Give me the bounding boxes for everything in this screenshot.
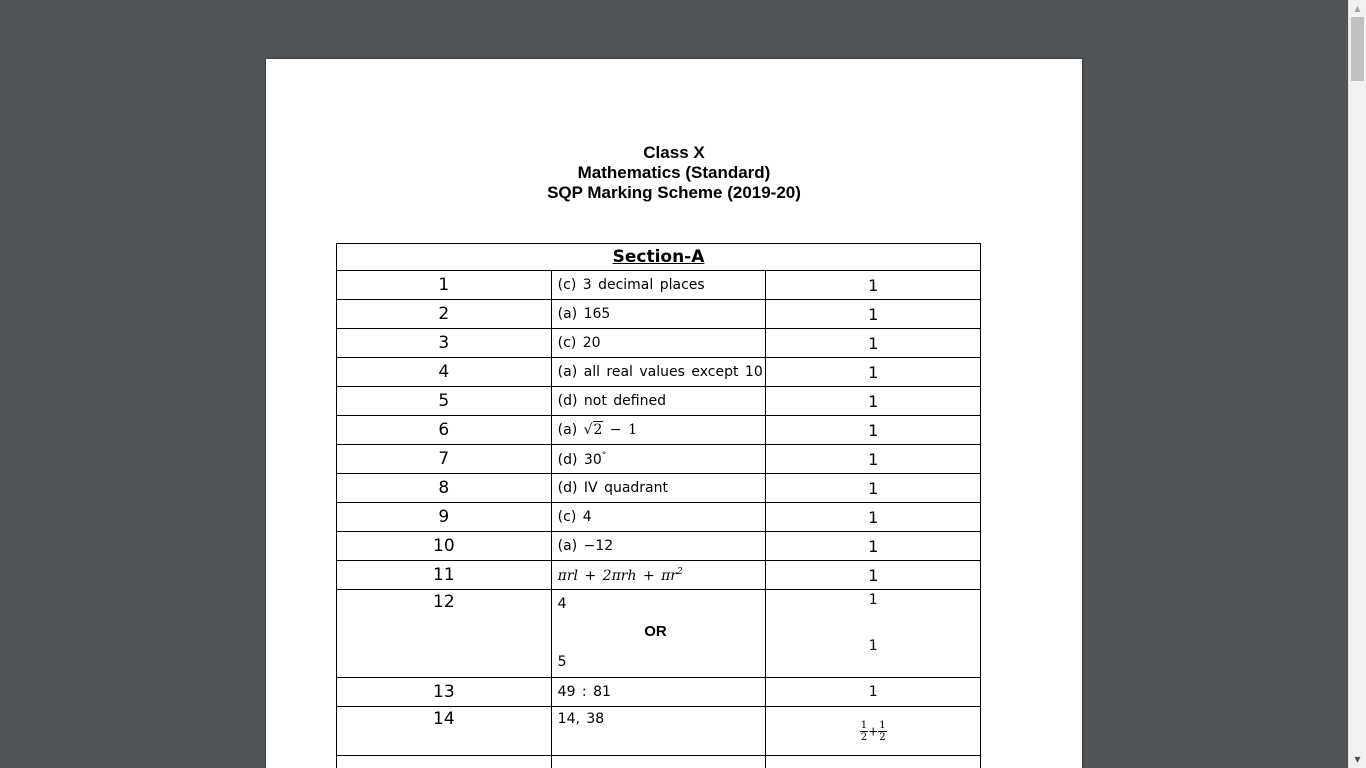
section-title: Section-A	[337, 244, 981, 271]
degree-symbol: °	[601, 450, 607, 461]
marks-cell: 1	[766, 678, 981, 707]
formula-text: πrl + 2πrh + πr	[557, 567, 677, 584]
sqrt-expression: √2 − 1	[583, 422, 638, 438]
fraction-half: $\frac{1}{2}$	[860, 719, 868, 743]
scroll-up-arrow-icon[interactable]: ▲	[1354, 4, 1361, 13]
answer-cell: (c) 3 decimal places	[551, 271, 766, 300]
question-number: 5	[337, 387, 552, 416]
table-row	[337, 445, 981, 474]
section-header-row	[337, 244, 981, 271]
fraction-half: $\frac{1}{2}$	[879, 719, 886, 743]
question-number: 4	[337, 358, 552, 387]
answer-option-a: 4	[557, 596, 567, 612]
question-number: 12	[337, 590, 552, 678]
header-class: Class X	[643, 143, 705, 162]
marks-cell: 1	[766, 416, 981, 445]
marks-cell: 1	[766, 358, 981, 387]
answer-cell: (a) 165	[551, 300, 766, 329]
answer-option: (a)	[557, 422, 578, 438]
table-row	[337, 329, 981, 358]
marks-cell	[766, 590, 981, 678]
question-number: 2	[337, 300, 552, 329]
formula-exponent: 2	[677, 566, 683, 577]
answer-cell: 14, 38	[551, 707, 766, 756]
answer-cell	[551, 561, 766, 590]
table-row	[337, 590, 981, 678]
answer-cell: 49 : 81	[551, 678, 766, 707]
sqrt-radicand: 2	[593, 422, 603, 438]
table-row	[337, 271, 981, 300]
table-row	[337, 678, 981, 707]
question-number: 9	[337, 503, 552, 532]
scroll-thumb[interactable]	[1351, 17, 1364, 81]
table-row	[337, 561, 981, 590]
header-scheme: SQP Marking Scheme (2019-20)	[547, 183, 801, 202]
marks-cell: 1	[766, 561, 981, 590]
marks-cell: 1	[766, 300, 981, 329]
answer-cell: (d) IV quadrant	[551, 474, 766, 503]
document-header	[266, 143, 1082, 203]
question-number: 14	[337, 707, 552, 756]
table-row	[337, 707, 981, 756]
answer-cell: (c) 4	[551, 503, 766, 532]
answer-cell: (a) −12	[551, 532, 766, 561]
marks-cell: 1	[766, 503, 981, 532]
table-row	[337, 358, 981, 387]
mark-option-a: 1	[868, 592, 878, 608]
table-row	[337, 300, 981, 329]
vertical-scrollbar[interactable]	[1348, 0, 1366, 768]
marking-scheme-table	[336, 243, 981, 768]
answer-cell: (a) all real values except 10	[551, 358, 766, 387]
marks-cell: 1	[766, 532, 981, 561]
answer-option-b: 5	[557, 654, 567, 670]
question-number: 6	[337, 416, 552, 445]
answer-cell	[551, 445, 766, 474]
answer-cell: (c) 20	[551, 329, 766, 358]
answer-cell: (d) not defined	[551, 387, 766, 416]
answer-cell	[551, 416, 766, 445]
marks-cell: 1	[766, 474, 981, 503]
answer-cell	[551, 590, 766, 678]
or-separator: OR	[644, 623, 667, 640]
scroll-down-arrow-icon[interactable]: ▼	[1354, 755, 1361, 764]
question-number: 8	[337, 474, 552, 503]
header-subject: Mathematics (Standard)	[577, 163, 771, 182]
question-number: 7	[337, 445, 552, 474]
question-number: 3	[337, 329, 552, 358]
answer-text: (d) 30	[557, 451, 602, 468]
table-row	[337, 532, 981, 561]
question-number: 1	[337, 271, 552, 300]
marks-cell: 1	[766, 445, 981, 474]
marks-cell: 1	[766, 329, 981, 358]
table-row	[337, 416, 981, 445]
question-number: 10	[337, 532, 552, 561]
marks-cell: 1	[766, 387, 981, 416]
table-row	[337, 503, 981, 532]
marks-cell	[766, 707, 981, 756]
marks-cell: 1	[766, 271, 981, 300]
table-row	[337, 756, 981, 768]
question-number: 11	[337, 561, 552, 590]
table-row	[337, 387, 981, 416]
question-number: 13	[337, 678, 552, 707]
plus-sign: +	[868, 724, 879, 738]
mark-option-b: 1	[868, 638, 878, 654]
table-row	[337, 474, 981, 503]
document-page	[266, 59, 1082, 768]
sqrt-suffix: − 1	[603, 422, 638, 438]
